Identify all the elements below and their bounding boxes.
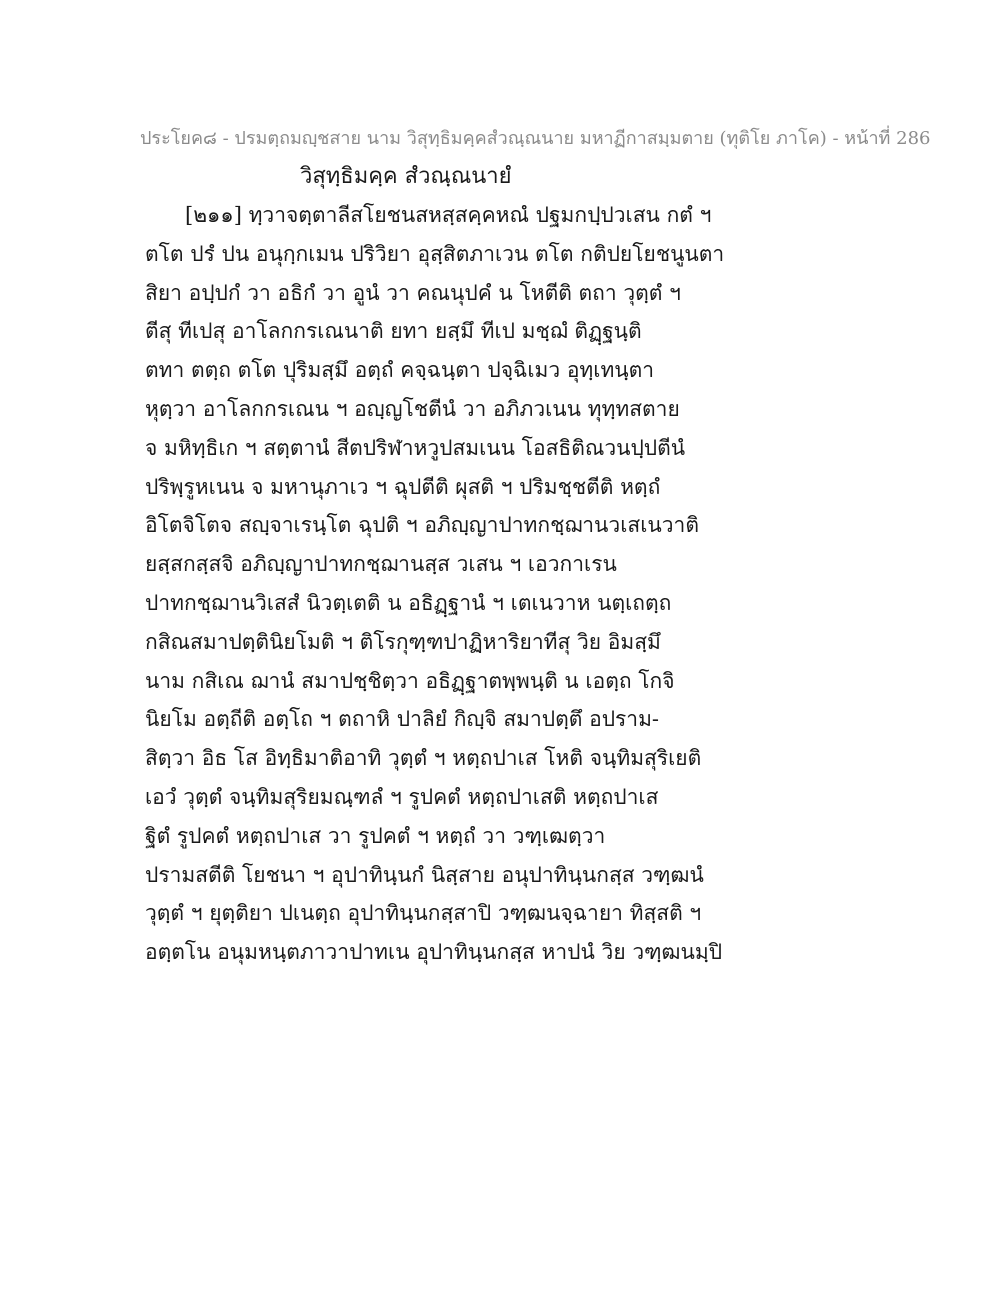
text-line: หุตฺวา อาโลกกรเณน ฯ อญฺญโชตีนํ วา อภิภวเนน ทุทฺทสตาย xyxy=(145,396,680,421)
text-line: กสิณสมาปตฺตินิยโมติ ฯ ติโรกุฑฺฑปาฏิหาริยาทีสุ วิย อิมสฺมึ xyxy=(145,629,661,654)
text-line: ปาทกชฺฌานวิเสสํ นิวตฺเตติ น อธิฏฺฐานํ ฯ เตเนวาห นตฺเถตฺถ xyxy=(145,590,672,615)
text-line: ตโต ปรํ ปน อนุกฺกเมน ปริวิยา อุสฺสิตภาเวน ตโต กติปยโยชนูนตา xyxy=(145,241,725,266)
body-text xyxy=(145,200,865,976)
text-line: วุตฺตํ ฯ ยุตฺติยา ปเนตฺถ อุปาทินฺนกสฺสาปิ วฑฺฒนจฺฉายา ทิสฺสติ ฯ xyxy=(145,901,702,926)
text-line: อิโตจิโตจ สญฺจาเรนฺโต ฉุปติ ฯ อภิญฺญาปาทกชฺฌานวเสเนวาติ xyxy=(145,513,699,538)
text-line: ปริพฺรูหเนน จ มหานุภาเว ฯ ฉุปตีติ ผุสติ ฯ ปริมชฺชตีติ หตฺถํ xyxy=(145,474,661,499)
running-header: ประโยค๘ - ปรมตฺถมญฺชสาย นาม วิสุทฺธิมคฺคสํวณฺณนาย มหาฏีกาสมฺมตาย (ทุติโย ภาโค) - หน้าที่ 286 xyxy=(140,128,931,149)
text-line: [๒๑๑] ทฺวาจตฺตาลีสโยชนสหสฺสคฺคหณํ ปฐมกปฺปวเสน กตํ ฯ xyxy=(185,203,712,227)
text-line: สิตฺวา อิธ โส อิทฺธิมาติอาทิ วุตฺตํ ฯ หตฺถปาเส โหติ จนฺทิมสุริเยติ xyxy=(145,746,702,771)
text-line: นาม กสิเณ ฌานํ สมาปชฺชิตฺวา อธิฏฺฐาตพฺพนฺติ น เอตฺถ โกจิ xyxy=(145,668,675,693)
text-line: นิยโม อตฺถีติ อตฺโถ ฯ ตถาหิ ปาลิยํ กิญฺจิ สมาปตฺตึ อปราม- xyxy=(145,707,660,732)
text-line: ปรามสตีติ โยชนา ฯ อุปาทินฺนกํ นิสฺสาย อนุปาทินฺนกสฺส วฑฺฒนํ xyxy=(145,862,704,887)
text-line: ฐิตํ รูปคตํ หตฺถปาเส วา รูปคตํ ฯ หตฺถํ วา วฑฺเฒตฺวา xyxy=(145,823,606,848)
text-line: เอวํ วุตฺตํ จนฺทิมสุริยมณฺฑลํ ฯ รูปคตํ หตฺถปาเสติ หตฺถปาเส xyxy=(145,784,659,809)
text-line: จ มหิทฺธิเก ฯ สตฺตานํ สีตปริฬาหวูปสมเนน โอสธิติณวนปฺปตีนํ xyxy=(145,435,686,460)
text-line: ตีสุ ทีเปสุ อาโลกกรเณนาติ ยทา ยสฺมึ ทีเป มชฺฌํ ติฏฺฐนฺติ xyxy=(145,319,642,344)
text-line: อตฺตโน อนุมหนฺตภาวาปาทเน อุปาทินฺนกสฺส หาปนํ วิย วฑฺฒนมฺปิ xyxy=(145,940,723,965)
text-line: ยสฺสกสฺสจิ อภิญฺญาปาทกชฺฌานสฺส วเสน ฯ เอวกาเรน xyxy=(145,552,617,577)
text-line: สิยา อปฺปกํ วา อธิกํ วา อูนํ วา คณนุปคํ น โหตีติ ตถา วุตฺตํ ฯ xyxy=(145,280,681,305)
chapter-title: วิสุทฺธิมคฺค สํวณฺณนายํ xyxy=(300,164,512,189)
text-line: ตทา ตตฺถ ตโต ปุริมสฺมึ อตฺถํ คจฺฉนฺตา ปจฺฉิเมว อุทฺเทนฺตา xyxy=(145,358,655,383)
